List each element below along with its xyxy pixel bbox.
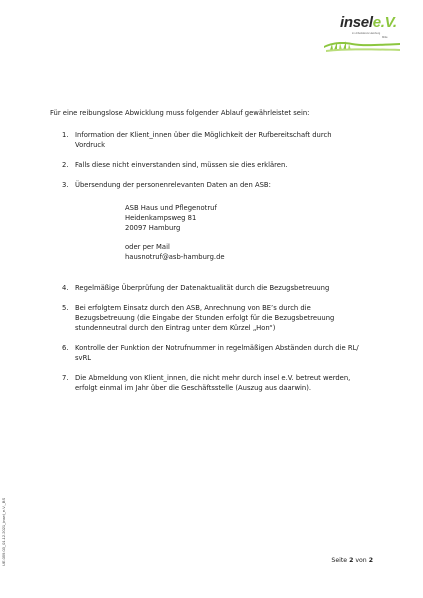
list-item-number: 4. bbox=[62, 284, 69, 293]
list-item bbox=[62, 131, 377, 151]
list-item bbox=[62, 181, 377, 191]
list-item-line: Bei erfolgtem Einsatz durch den ASB, Anrechnung von BE’s durch die bbox=[75, 304, 311, 313]
page-current: 2 bbox=[349, 557, 354, 564]
list-item-line: Regelmäßige Überprüfung der Datenaktualität durch die Bezugsbetreuung bbox=[75, 284, 330, 293]
list-item-line: Vordruck bbox=[75, 140, 106, 149]
list-item-line: Falls diese nicht einverstanden sind, müssen sie dies erklären. bbox=[75, 161, 288, 170]
list-item-number: 7. bbox=[62, 374, 69, 383]
page-total: 2 bbox=[368, 557, 373, 564]
asb-address-block bbox=[125, 204, 225, 263]
list-item bbox=[62, 374, 377, 394]
document-code: UE.059.03_01.12.2021_insel_e.V._BS bbox=[1, 497, 6, 566]
logo-tagline-2: Mitte bbox=[382, 36, 388, 39]
address-email: hausnotruf@asb-hamburg.de bbox=[125, 252, 225, 261]
address-spacer bbox=[125, 233, 225, 243]
logo-grass-graphic bbox=[322, 32, 402, 56]
list-item-number: 2. bbox=[62, 161, 69, 170]
list-item bbox=[62, 284, 377, 294]
list-item-line: Übersendung der personenrelevanten Daten an den ASB: bbox=[75, 181, 271, 190]
insel-logo bbox=[322, 14, 402, 54]
address-name: ASB Haus und Pflegenotruf bbox=[125, 204, 217, 212]
list-item-line: stundenneutral durch den Eintrag unter dem Kürzel „Hon“) bbox=[75, 324, 276, 333]
list-item-line: Information der Klient_innen über die Möglichkeit der Rufbereitschaft durch bbox=[75, 131, 332, 139]
list-item bbox=[62, 161, 377, 171]
list-item-line: Bezugsbetreuung (die Eingabe der Stunden erfolgt für die Bezugsbetreuung bbox=[75, 314, 335, 323]
list-item-line: Kontrolle der Funktion der Notrufnummer in regelmäßigen Abständen durch die RL/ bbox=[75, 344, 359, 353]
page-label: Seite bbox=[331, 557, 348, 564]
list-item-line: erfolgt einmal im Jahr über die Geschäftsstelle (Auszug aus daarwin). bbox=[75, 384, 312, 393]
list-item-number: 3. bbox=[62, 181, 69, 190]
list-item-line: svRL bbox=[75, 354, 92, 363]
address-city: 20097 Hamburg bbox=[125, 223, 181, 232]
list-item-number: 5. bbox=[62, 304, 69, 313]
logo-wordmark: insele.V. bbox=[340, 14, 397, 31]
address-street: Heidenkampsweg 81 bbox=[125, 213, 197, 222]
list-item bbox=[62, 344, 377, 364]
page-of: von bbox=[355, 557, 367, 564]
logo-tagline: im Arbeitskreis Hamburg bbox=[352, 32, 381, 35]
list-item bbox=[62, 304, 377, 333]
intro-text: Für eine reibungslose Abwicklung muss folgender Ablauf gewährleistet sein: bbox=[50, 109, 310, 117]
address-or: oder per Mail bbox=[125, 243, 170, 252]
page-number bbox=[331, 557, 373, 564]
list-item-line: Die Abmeldung von Klient_innen, die nicht mehr durch insel e.V. betreut werden, bbox=[75, 374, 351, 383]
list-item-number: 6. bbox=[62, 344, 69, 353]
list-item-number: 1. bbox=[62, 131, 69, 139]
